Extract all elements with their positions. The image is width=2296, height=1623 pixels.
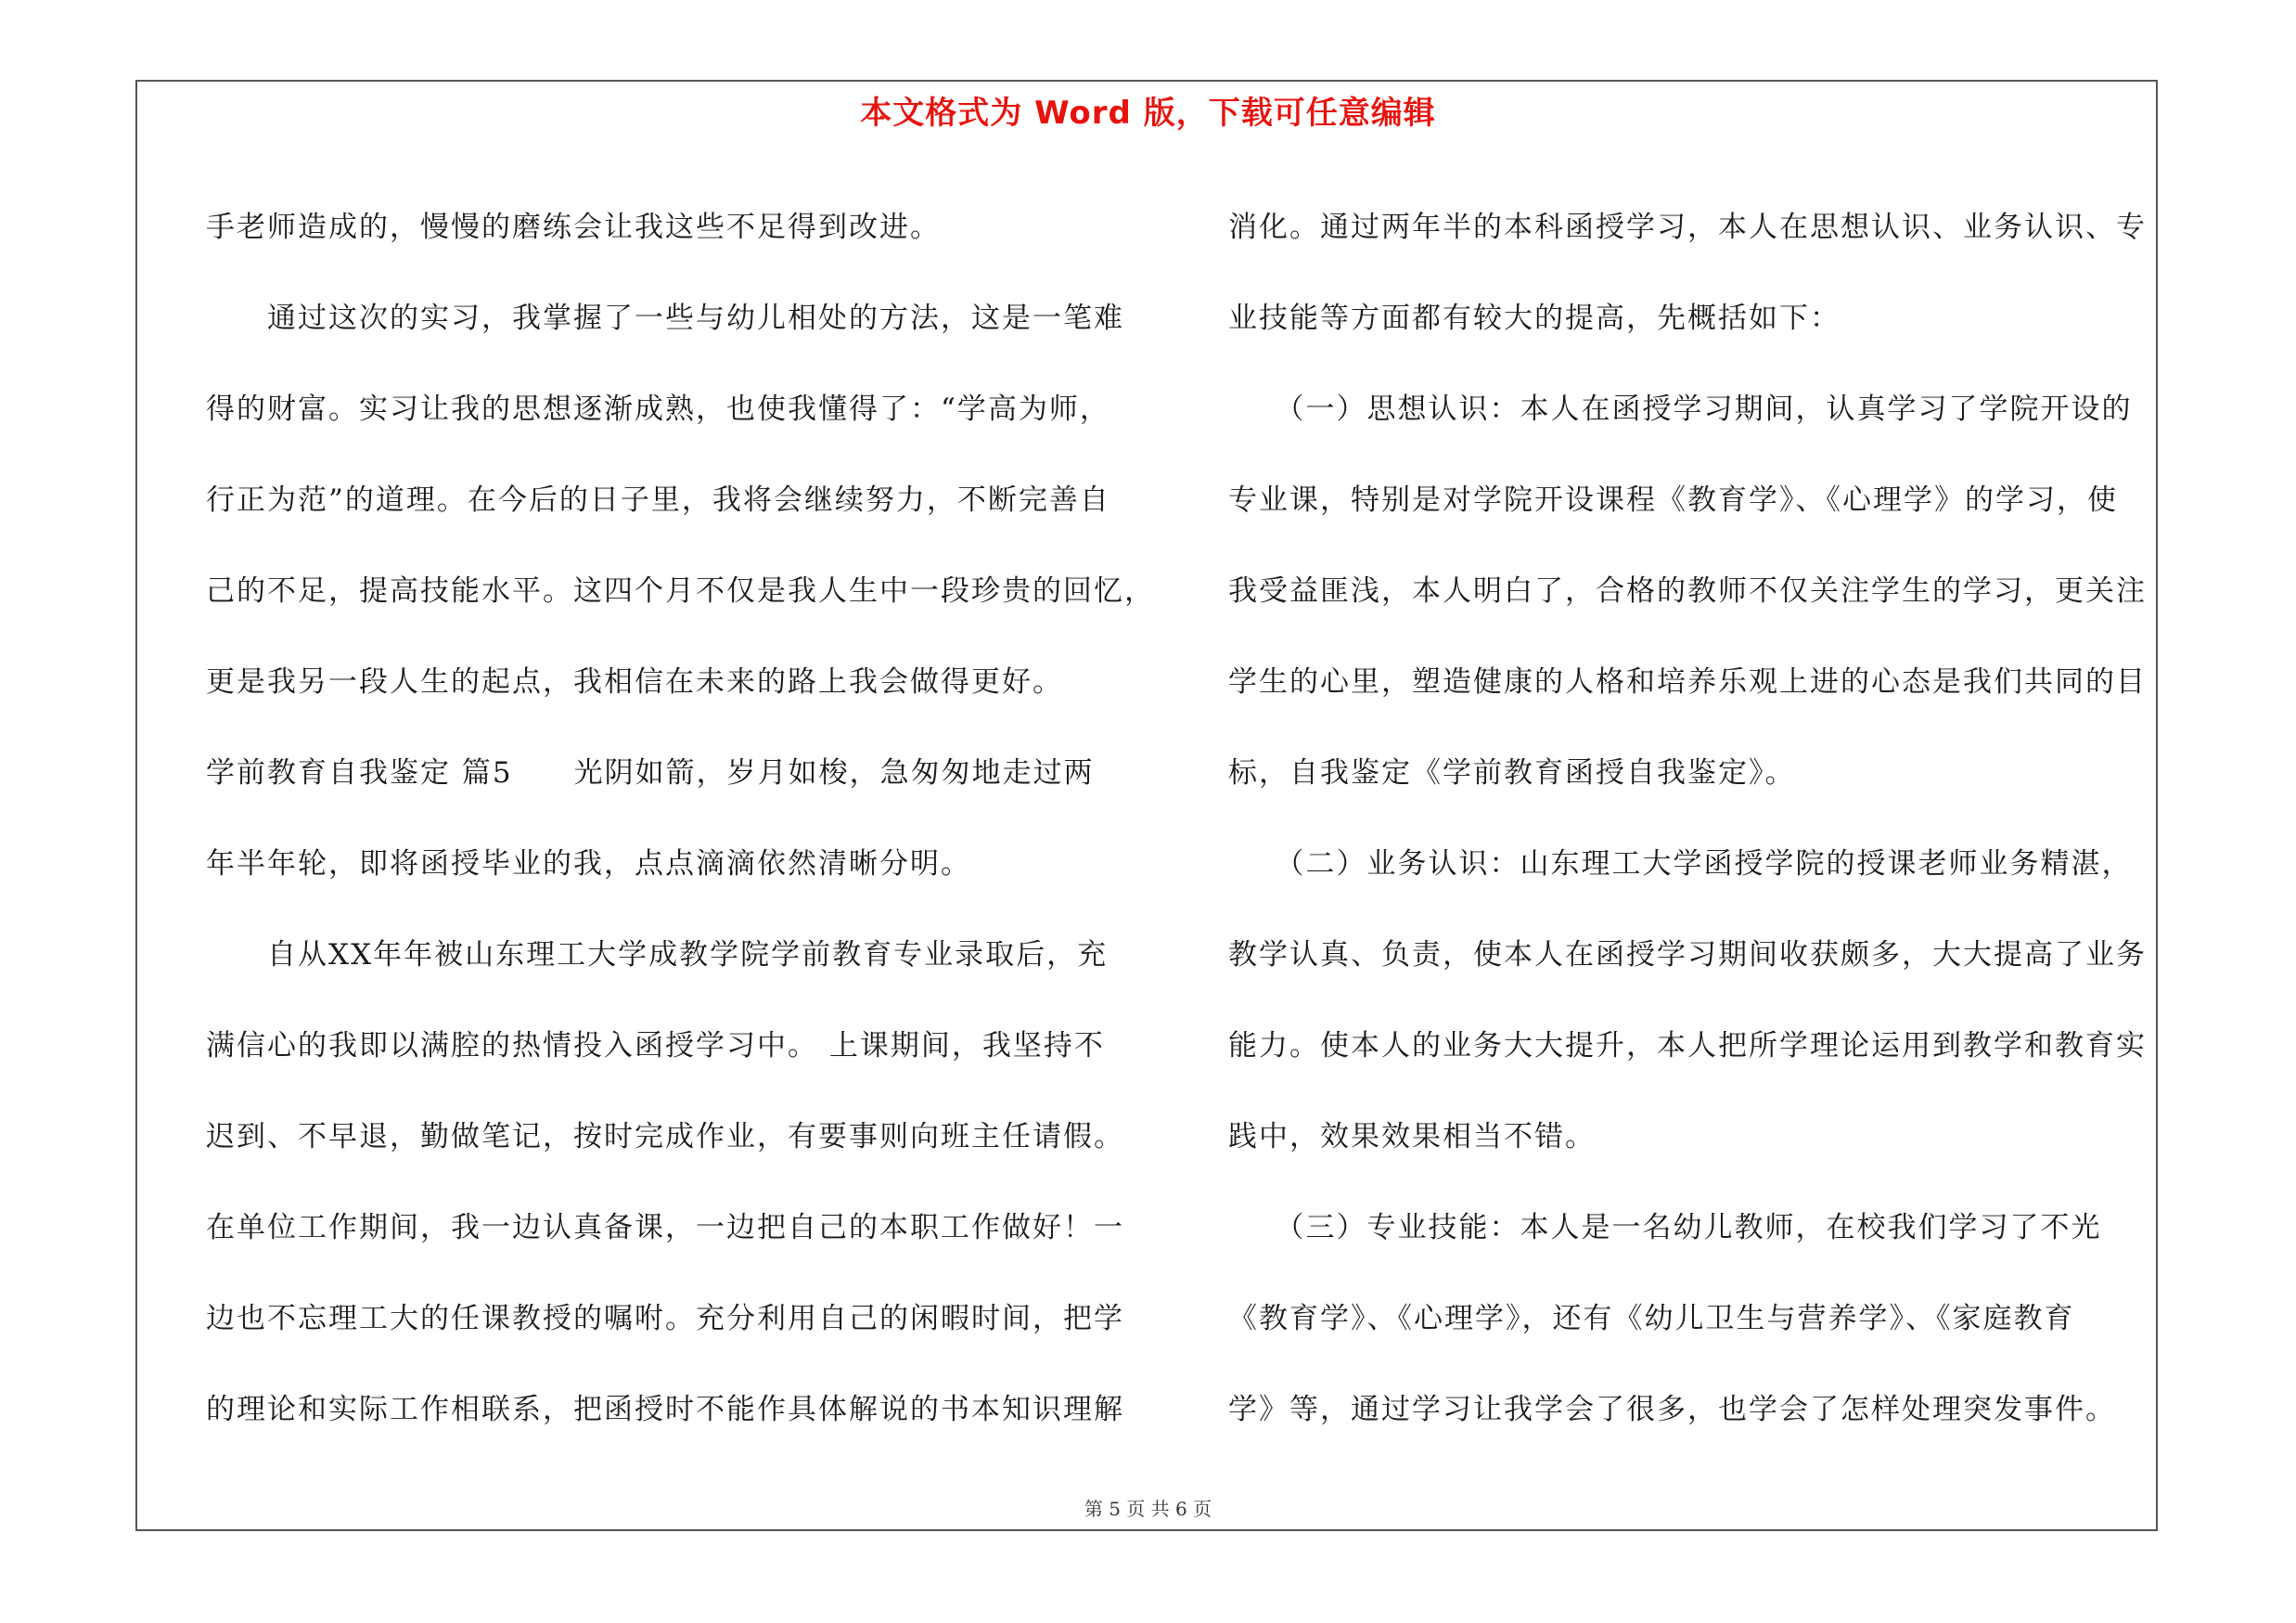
section-heading-line: 学前教育自我鉴定 篇5 光阴如箭，岁月如梭，急匆匆地走过两 [206, 756, 1095, 790]
text-line: 己的不足，提高技能水平。这四个月不仅是我人生中一段珍贵的回忆， [206, 574, 1155, 608]
text-line: 践中，效果效果相当不错。 [1228, 1120, 1596, 1153]
text-line: 迟到、不早退，勤做笔记，按时完成作业，有要事则向班主任请假。 [206, 1120, 1124, 1153]
text-line: 学生的心里，塑造健康的人格和培养乐观上进的心态是我们共同的目 [1228, 665, 2147, 699]
text-line: 教学认真、负责，使本人在函授学习期间收获颇多，大大提高了业务 [1228, 938, 2147, 972]
right-text-column [1228, 182, 2165, 1455]
left-text-column [206, 182, 1155, 1455]
page-number-footer: 第 5 页 共 6 页 [1084, 1498, 1212, 1520]
text-line: （三）专业技能：本人是一名幼儿教师，在校我们学习了不光 [1228, 1211, 2102, 1244]
text-line: 年半年轮，即将函授毕业的我，点点滴滴依然清晰分明。 [206, 847, 971, 881]
text-line: 能力。使本人的业务大大提升，本人把所学理论运用到教学和教育实 [1228, 1029, 2147, 1063]
text-line: 《教育学》、《心理学》，还有《幼儿卫生与营养学》、《家庭教育 [1228, 1302, 2075, 1335]
text-line: 标，自我鉴定《学前教育函授自我鉴定》。 [1228, 756, 1796, 790]
text-line: 自从XX年年被山东理工大学成教学院学前教育专业录取后，充 [206, 938, 1109, 972]
text-line: 的理论和实际工作相联系，把函授时不能作具体解说的书本知识理解 [206, 1393, 1124, 1426]
text-line: 边也不忘理工大的任课教授的嘱咐。充分利用自己的闲暇时间，把学 [206, 1302, 1124, 1335]
text-line: 专业课，特别是对学院开设课程《教育学》、《心理学》的学习，使 [1228, 483, 2118, 517]
text-line: 行正为范”的道理。在今后的日子里，我将会继续努力，不断完善自 [206, 483, 1110, 517]
text-line: 在单位工作期间，我一边认真备课，一边把自己的本职工作做好！一 [206, 1211, 1124, 1244]
text-line: （一）思想认识：本人在函授学习期间，认真学习了学院开设的 [1228, 393, 2133, 426]
text-line: 消化。通过两年半的本科函授学习，本人在思想认识、业务认识、专 [1228, 211, 2147, 244]
format-banner: 本文格式为 Word 版，下载可任意编辑 [860, 95, 1436, 132]
text-line: 得的财富。实习让我的思想逐渐成熟，也使我懂得了：“学高为师， [206, 393, 1110, 426]
text-line: 更是我另一段人生的起点，我相信在未来的路上我会做得更好。 [206, 665, 1063, 699]
text-line: （二）业务认识：山东理工大学函授学院的授课老师业务精湛， [1228, 847, 2133, 881]
text-line: 满信心的我即以满腔的热情投入函授学习中。 上课期间，我坚持不 [206, 1029, 1105, 1063]
text-line: 学》等，通过学习让我学会了很多，也学会了怎样处理突发事件。 [1228, 1393, 2116, 1426]
text-line: 业技能等方面都有较大的提高，先概括如下： [1228, 302, 1841, 335]
text-line: 手老师造成的，慢慢的磨练会让我这些不足得到改进。 [206, 211, 941, 244]
text-line: 我受益匪浅，本人明白了，合格的教师不仅关注学生的学习，更关注 [1228, 574, 2147, 608]
text-line: 通过这次的实习，我掌握了一些与幼儿相处的方法，这是一笔难 [206, 302, 1124, 335]
